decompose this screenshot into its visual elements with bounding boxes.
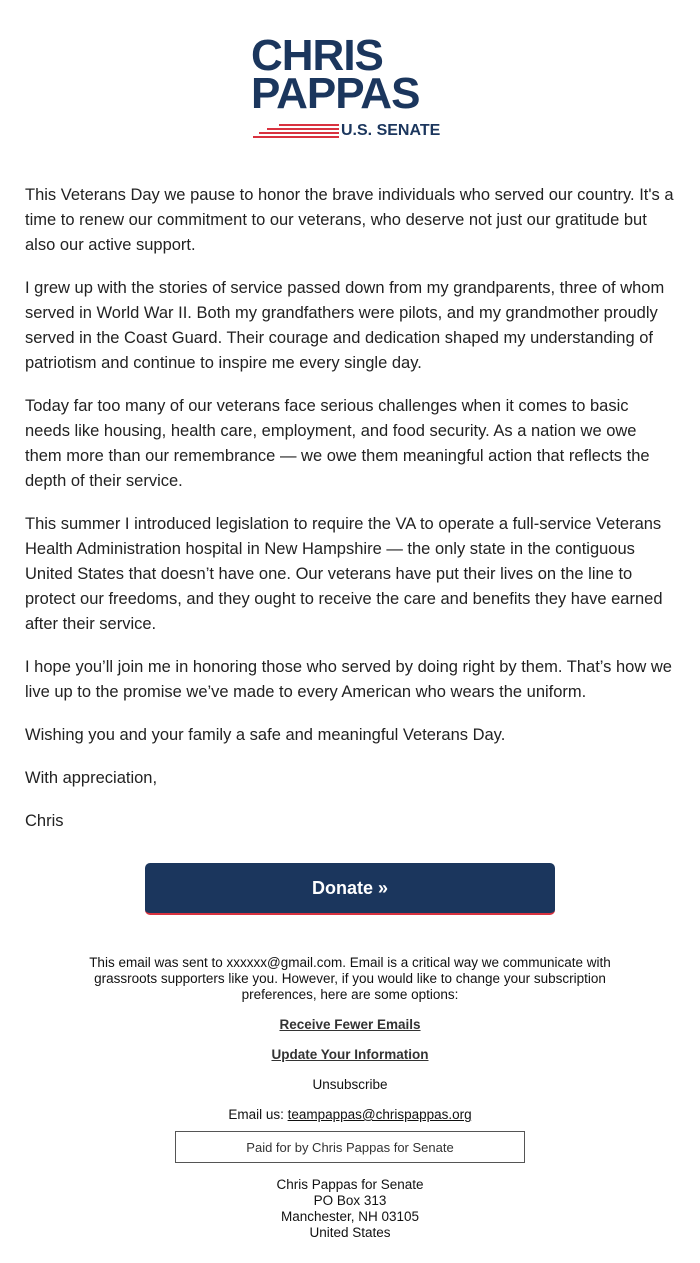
update-information-link[interactable]: Update Your Information [271, 1047, 429, 1062]
address-org: Chris Pappas for Senate [276, 1177, 424, 1192]
address-country: United States [309, 1225, 391, 1240]
email-address-link[interactable]: teampappas@chrispappas.org [287, 1107, 472, 1122]
logo-last-name: PAPPAS [251, 69, 420, 118]
subscription-notice: This email was sent to xxxxxx@gmail.com. Email is a critical way we communicate with grassroots supporters like you. However, if you would like to change your subscription preferences, here are some options: [89, 955, 611, 1002]
paragraph: Wishing you and your family a safe and meaningful Veterans Day. [25, 726, 506, 744]
paragraph: This Veterans Day we pause to honor the brave individuals who served our country. It's a time to renew our commitment to our veterans, who deserve not just our gratitude but also our active support. [25, 186, 674, 254]
mailing-address [175, 1177, 525, 1241]
paragraph: Today far too many of our veterans face serious challenges when it comes to basic needs like housing, health care, employment, and food security. As a nation we owe them more than our remembrance — we owe them meaningful action that reflects the depth of their service. [25, 397, 650, 490]
paragraph: This summer I introduced legislation to require the VA to operate a full-service Veterans Health Administration hospital in New Hampshire — the only state in the contiguous United States that doesn’t have one. Our veterans have put their lives on the line to protect our freedoms, and they ought to receive the care and benefits they have earned after their service. [25, 515, 663, 633]
paid-for-by-box: Paid for by Chris Pappas for Senate [175, 1131, 525, 1163]
paragraph: I grew up with the stories of service passed down from my grandparents, three of whom served in World War II. Both my grandfathers were pilots, and my grandmother proudly served in the Coast Guard. Their courage and dedication shaped my understanding of patriotism and continue to inspire me every single day. [25, 279, 665, 372]
address-po-box: PO Box 313 [313, 1193, 387, 1208]
letter-body [25, 183, 677, 852]
email-footer [70, 955, 630, 1123]
contact-email [70, 1107, 630, 1123]
campaign-logo [251, 31, 451, 140]
receive-fewer-emails-link[interactable]: Receive Fewer Emails [279, 1017, 421, 1032]
signature: Chris [25, 812, 64, 830]
logo-stripes [253, 124, 339, 138]
sign-off: With appreciation, [25, 769, 158, 787]
logo-subtitle: U.S. SENATE [341, 122, 441, 139]
logo-first-name: CHRIS [251, 31, 383, 80]
donate-button[interactable]: Donate » [145, 863, 555, 915]
unsubscribe-link[interactable]: Unsubscribe [312, 1077, 388, 1092]
paragraph: I hope you’ll join me in honoring those who served by doing right by them. That’s how we live up to the promise we’ve made to every American who wears the uniform. [25, 658, 672, 701]
address-city: Manchester, NH 03105 [280, 1209, 420, 1224]
email-label: Email us: [228, 1107, 288, 1122]
